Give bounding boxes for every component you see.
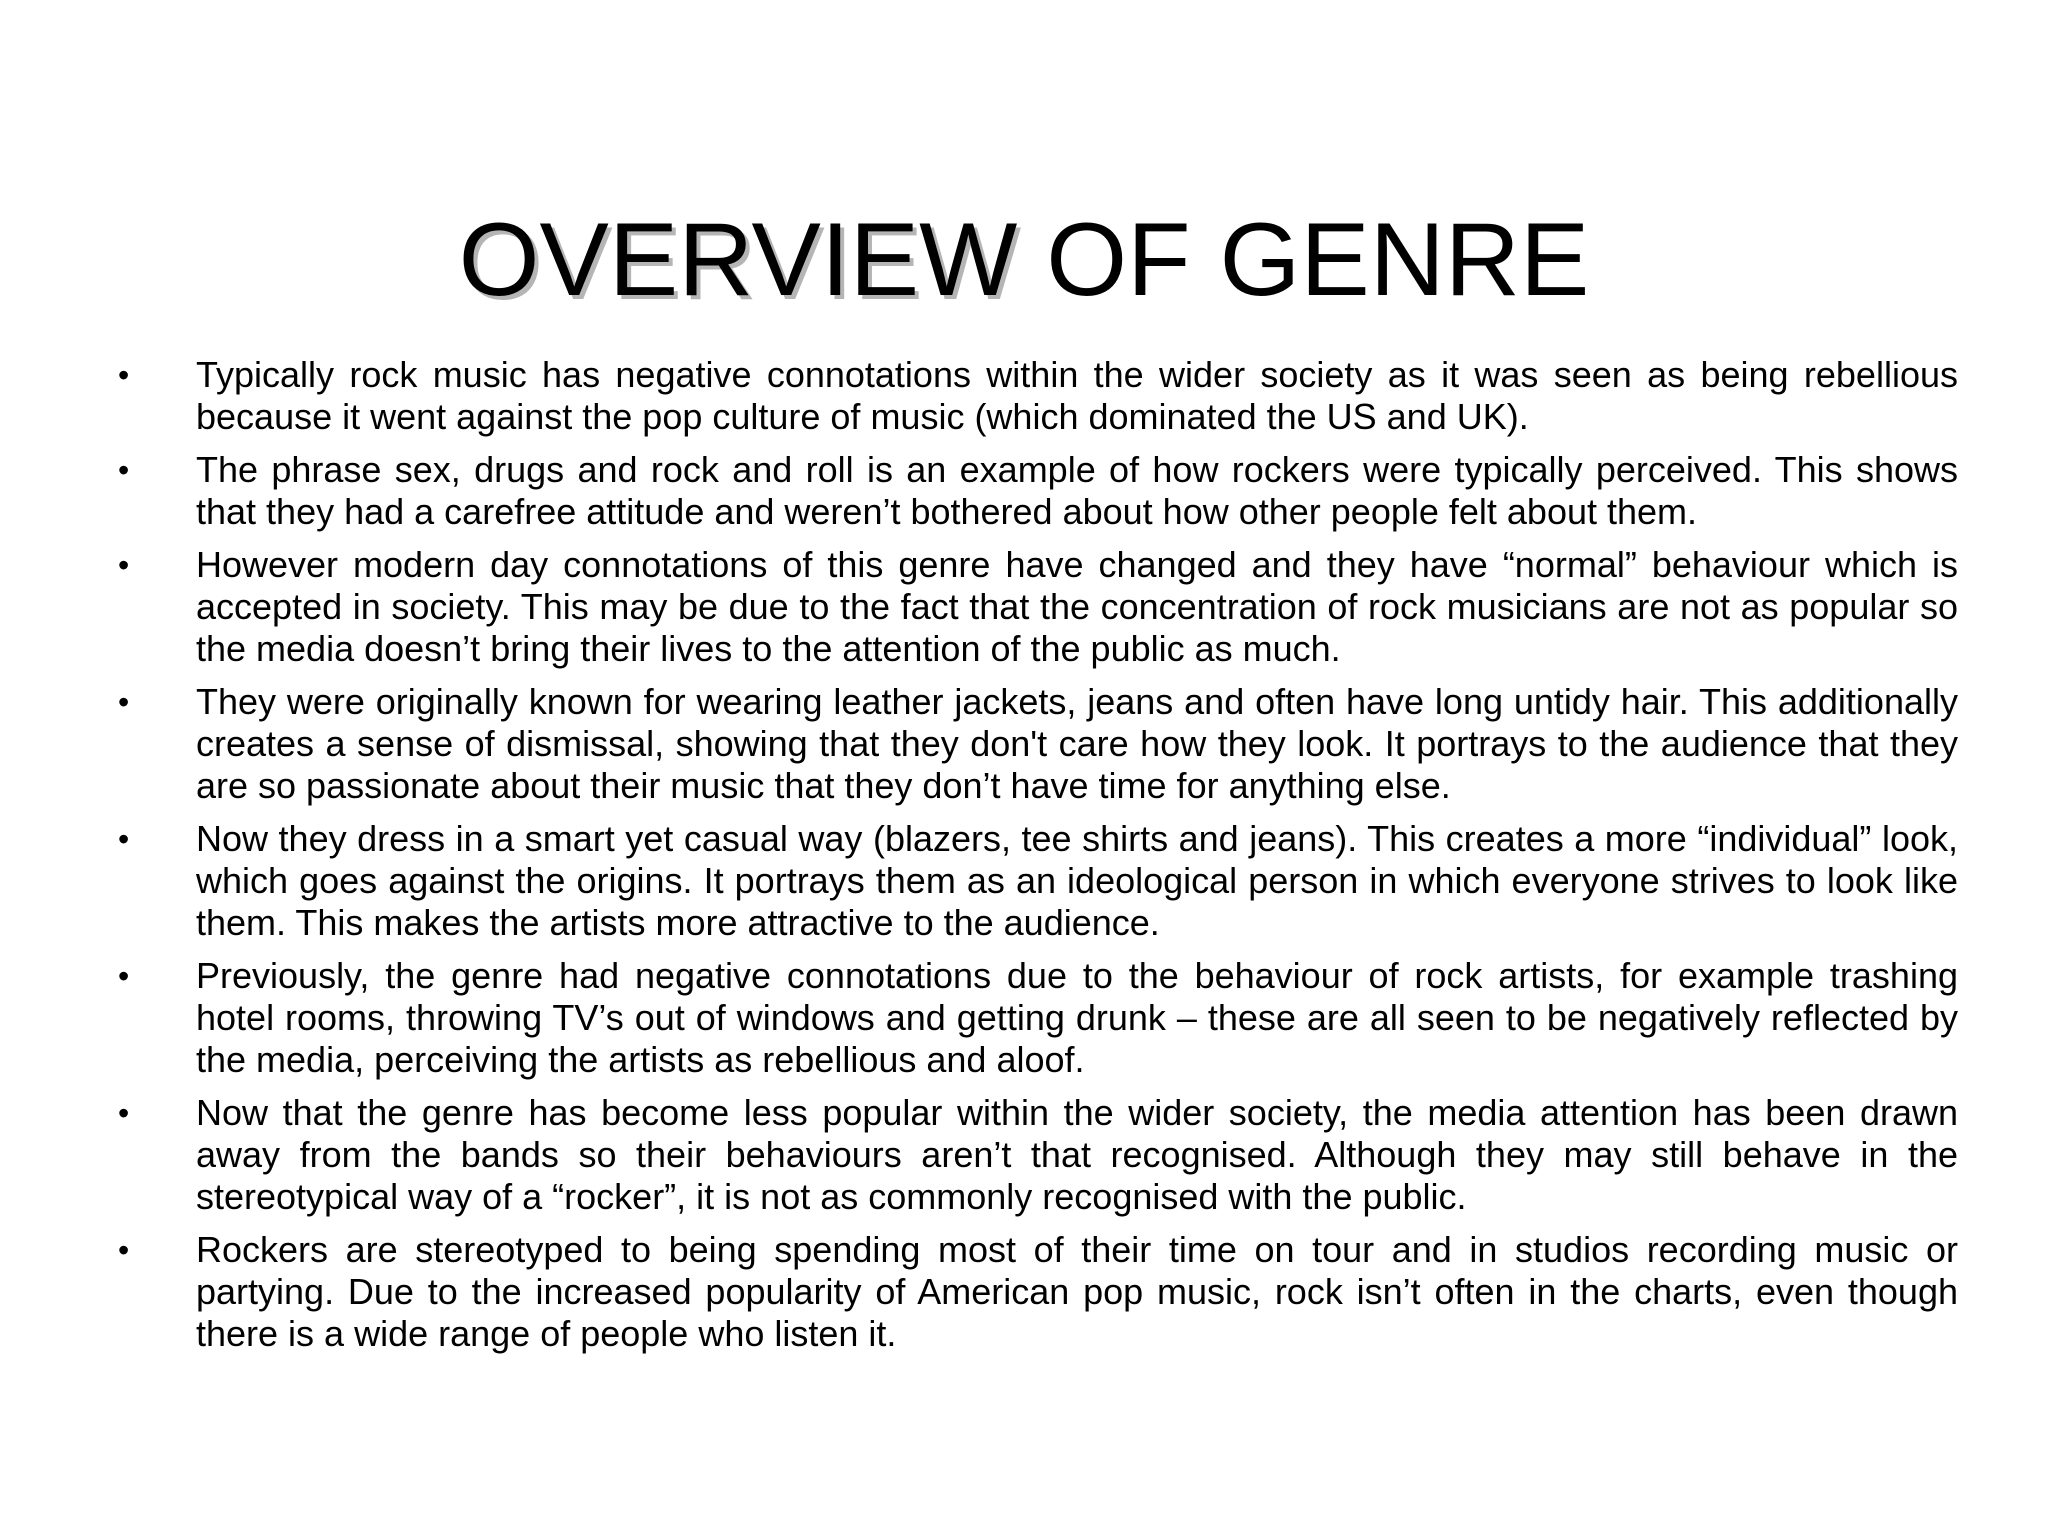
bullet-item	[118, 1229, 1958, 1355]
slide-title-shadowed-word: OVERVIEW	[458, 201, 1018, 318]
bullet-icon: •	[118, 821, 130, 857]
bullet-icon: •	[118, 547, 130, 583]
slide-title	[0, 200, 2048, 320]
bullet-text: Now they dress in a smart yet casual way (blazers, tee shirts and jeans). This creates a more “individual” look, which goes against the origins. It portrays them as an ideological person in which everyone strives to look like them. This makes the artists more attractive to the audience.	[196, 818, 1958, 943]
bullet-text: Typically rock music has negative connotations within the wider society as it was seen as being rebellious because it went against the pop culture of music (which dominated the US and UK).	[196, 354, 1958, 437]
bullet-text: The phrase sex, drugs and rock and roll is an example of how rockers were typically perceived. This shows that they had a carefree attitude and weren’t bothered about how other people felt about them.	[196, 449, 1958, 532]
bullet-icon: •	[118, 684, 130, 720]
bullet-icon: •	[118, 1232, 130, 1268]
bullet-text: Now that the genre has become less popular within the wider society, the media attention has been drawn away from the bands so their behaviours aren’t that recognised. Although they may still behave in the stereotypical way of a “rocker”, it is not as commonly recognised with the public.	[196, 1092, 1958, 1217]
bullet-text: Previously, the genre had negative connotations due to the behaviour of rock artists, for example trashing hotel rooms, throwing TV’s out of windows and getting drunk – these are all seen to be negatively reflected by the media, perceiving the artists as rebellious and aloof.	[196, 955, 1958, 1080]
bullet-text: Rockers are stereotyped to being spending most of their time on tour and in studios recording music or partying. Due to the increased popularity of American pop music, rock isn’t often in the charts, even though there is a wide range of people who listen it.	[196, 1229, 1958, 1354]
bullet-item	[118, 955, 1958, 1081]
bullet-text: However modern day connotations of this genre have changed and they have “normal” behaviour which is accepted in society. This may be due to the fact that the concentration of rock musicians are not as popular so the media doesn’t bring their lives to the attention of the public as much.	[196, 544, 1958, 669]
bullet-item	[118, 354, 1958, 438]
bullet-icon: •	[118, 357, 130, 393]
bullet-item	[118, 544, 1958, 670]
bullet-text: They were originally known for wearing leather jackets, jeans and often have long untidy hair. This additionally creates a sense of dismissal, showing that they don't care how they look. It portrays to the audience that they are so passionate about their music that they don’t have time for anything else.	[196, 681, 1958, 806]
bullet-item	[118, 1092, 1958, 1218]
bullet-item	[118, 818, 1958, 944]
bullet-item	[118, 681, 1958, 807]
bullet-icon: •	[118, 1095, 130, 1131]
bullet-icon: •	[118, 452, 130, 488]
bullet-icon: •	[118, 958, 130, 994]
bullet-list	[118, 354, 1958, 1366]
bullet-item	[118, 449, 1958, 533]
slide-title-rest: OF GENRE	[1017, 201, 1590, 318]
